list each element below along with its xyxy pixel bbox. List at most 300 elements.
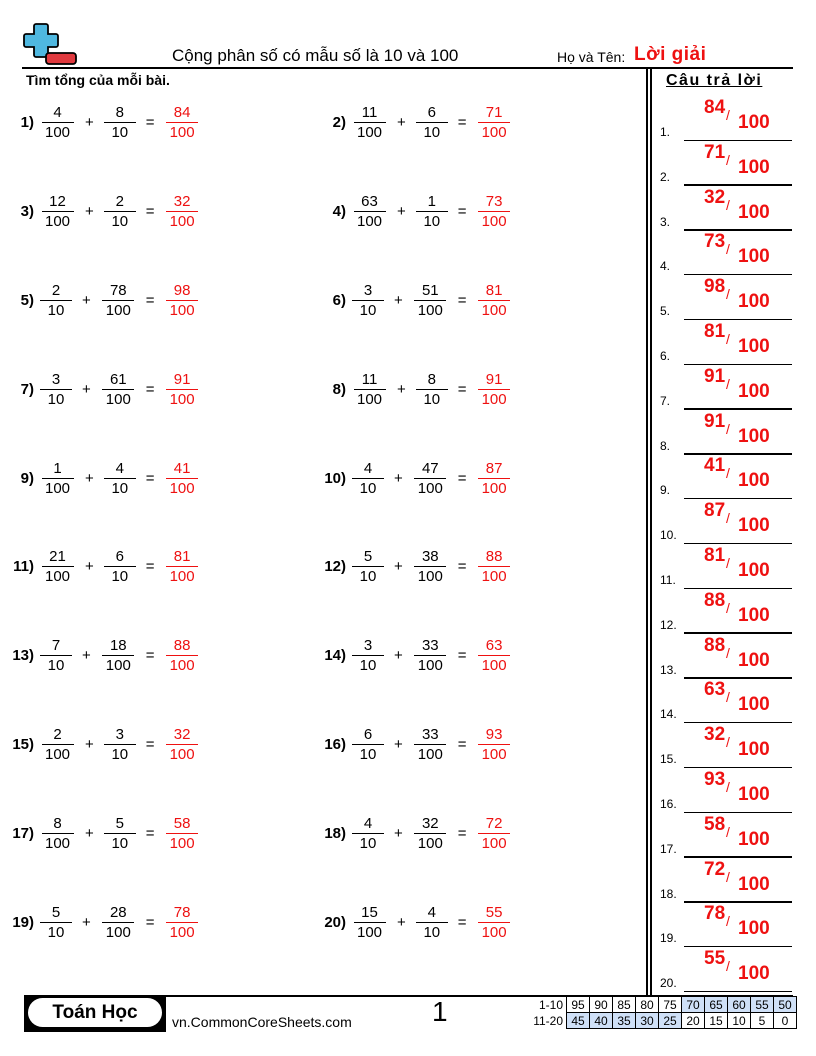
answer-denominator: 100 [738, 201, 770, 223]
answer-fraction [165, 193, 200, 230]
site-url: vn.CommonCoreSheets.com [172, 1014, 352, 1030]
answer-row [660, 142, 792, 186]
answer-denominator: 100 [738, 336, 770, 357]
fraction [104, 460, 136, 497]
answer-line [684, 767, 792, 769]
answer-line [684, 812, 792, 814]
answer-line [684, 184, 792, 186]
answer-index: 20. [660, 976, 677, 991]
fraction [352, 282, 384, 319]
answer-numerator: 81 [704, 321, 726, 342]
numerator: 8 [104, 104, 136, 123]
numerator: 8 [416, 371, 448, 390]
numerator: 84 [166, 104, 198, 123]
fraction [352, 460, 384, 497]
answer-row [660, 455, 792, 499]
problem-number: 5) [20, 291, 34, 309]
score-cell: 55 [751, 997, 774, 1013]
brand-label: Toán Học [28, 998, 162, 1027]
answer-index: 16. [660, 797, 677, 811]
answer-row [660, 769, 792, 813]
answer-fraction [477, 726, 512, 763]
answer-row [660, 545, 792, 589]
numerator: 4 [352, 815, 384, 834]
plus-sign: + [85, 735, 94, 753]
fraction [413, 460, 448, 497]
numerator: 5 [352, 548, 384, 567]
answer-row [660, 948, 792, 992]
score-row [530, 1013, 797, 1029]
fraction [352, 193, 387, 230]
numerator: 32 [166, 193, 198, 212]
score-row [530, 997, 797, 1013]
denominator: 10 [359, 745, 377, 763]
fraction [40, 904, 72, 941]
fraction [40, 726, 75, 763]
answer-fraction [477, 104, 512, 141]
fraction [352, 904, 387, 941]
answer-fraction [165, 815, 200, 852]
numerator: 32 [414, 815, 446, 834]
fraction [413, 548, 448, 585]
answer-fraction [165, 726, 200, 763]
answer-denominator: 100 [738, 963, 770, 985]
answer-index: 5. [660, 304, 671, 319]
numerator: 38 [414, 548, 446, 567]
numerator: 11 [354, 371, 386, 390]
answer-slash: / [726, 868, 730, 885]
numerator: 88 [478, 548, 510, 567]
denominator: 100 [169, 567, 195, 585]
answer-line [684, 140, 792, 142]
fraction [413, 637, 448, 674]
answer-numerator: 32 [704, 724, 726, 746]
numerator: 2 [40, 282, 72, 301]
score-cell: 45 [567, 1013, 590, 1029]
answer-numerator: 87 [704, 500, 726, 522]
answer-fraction [477, 193, 512, 230]
problem-item [0, 367, 200, 411]
denominator: 10 [359, 567, 377, 585]
denominator: 100 [417, 479, 443, 497]
answer-fraction [165, 460, 200, 497]
answer-slash: / [726, 599, 730, 616]
equals-sign: = [145, 557, 155, 575]
numerator: 1 [416, 193, 448, 212]
numerator: 21 [42, 548, 74, 567]
answer-line [684, 632, 792, 634]
fraction [104, 548, 136, 585]
denominator: 10 [111, 123, 129, 141]
score-cell: 35 [613, 1013, 636, 1029]
denominator: 100 [45, 567, 71, 585]
problem-item [0, 900, 200, 944]
answer-fraction [477, 637, 512, 674]
answer-numerator: 81 [704, 545, 726, 566]
numerator: 98 [166, 282, 198, 301]
fraction [352, 371, 387, 408]
problem-item [0, 189, 200, 233]
numerator: 3 [104, 726, 136, 745]
answer-line [684, 408, 792, 410]
numerator: 3 [40, 371, 72, 390]
plus-sign: + [397, 913, 406, 931]
denominator: 10 [111, 479, 129, 497]
denominator: 10 [47, 923, 65, 941]
plus-sign: + [394, 557, 403, 575]
answer-numerator: 41 [704, 455, 726, 477]
fraction [40, 193, 75, 230]
numerator: 8 [42, 815, 74, 834]
denominator: 100 [417, 745, 443, 763]
numerator: 3 [352, 282, 384, 301]
problem-number: 18) [324, 824, 346, 842]
answer-index: 10. [660, 528, 677, 543]
fraction [352, 637, 384, 674]
problem-item [312, 189, 512, 233]
answer-denominator: 100 [738, 604, 770, 626]
denominator: 10 [47, 656, 65, 674]
equals-sign: = [457, 646, 467, 664]
answer-row [660, 231, 792, 275]
denominator: 10 [423, 212, 441, 230]
answer-numerator: 91 [704, 365, 726, 387]
answer-row [660, 903, 792, 947]
plus-sign: + [85, 824, 94, 842]
answer-line [684, 722, 792, 724]
answer-slash: / [726, 107, 730, 123]
equals-sign: = [145, 202, 155, 220]
answer-slash: / [726, 465, 730, 482]
plus-sign: + [82, 380, 91, 398]
answer-fraction [477, 371, 512, 408]
answer-slash: / [726, 555, 730, 571]
denominator: 100 [357, 923, 383, 941]
fraction [416, 371, 448, 408]
answer-denominator: 100 [738, 425, 770, 447]
answer-line [684, 543, 792, 545]
answer-numerator: 58 [704, 813, 726, 835]
numerator: 6 [352, 726, 384, 745]
fraction [40, 637, 72, 674]
plus-sign: + [394, 291, 403, 309]
denominator: 100 [169, 923, 195, 941]
fraction [416, 904, 448, 941]
problem-item [312, 100, 512, 144]
problem-number: 17) [12, 824, 34, 842]
score-cell: 50 [774, 997, 797, 1013]
equals-sign: = [457, 291, 467, 309]
denominator: 10 [111, 834, 129, 852]
header-rule [22, 67, 793, 69]
answer-line [684, 498, 792, 500]
answer-line [684, 453, 792, 455]
answer-fraction [477, 904, 512, 941]
answer-denominator: 100 [738, 918, 770, 940]
answer-line [684, 856, 792, 858]
answer-slash: / [726, 958, 730, 975]
fraction [352, 815, 384, 852]
problem-item [312, 722, 512, 766]
plus-sign: + [394, 735, 403, 753]
answer-row [660, 366, 792, 410]
answer-line [684, 229, 792, 231]
answer-index: 12. [660, 617, 677, 632]
denominator: 100 [105, 390, 131, 408]
answer-denominator: 100 [738, 873, 770, 895]
denominator: 100 [481, 123, 507, 141]
problem-item [0, 722, 200, 766]
numerator: 33 [414, 726, 446, 745]
plus-sign: + [85, 469, 94, 487]
problem-number: 15) [12, 735, 34, 753]
equals-sign: = [457, 824, 467, 842]
numerator: 81 [166, 548, 198, 567]
numerator: 12 [42, 193, 74, 212]
answer-row [660, 500, 792, 544]
fraction [101, 637, 136, 674]
fraction [40, 104, 75, 141]
answer-index: 14. [660, 707, 677, 722]
answer-row [660, 859, 792, 903]
score-range-label: 11-20 [533, 1013, 563, 1028]
problem-number: 20) [324, 913, 346, 931]
problem-number: 11) [13, 557, 34, 575]
numerator: 47 [414, 460, 446, 479]
answer-numerator: 32 [704, 186, 726, 208]
numerator: 88 [166, 637, 198, 656]
score-cell: 40 [590, 1013, 613, 1029]
answer-fraction [477, 548, 512, 585]
denominator: 100 [169, 656, 195, 674]
problem-number: 16) [324, 735, 346, 753]
equals-sign: = [457, 202, 467, 220]
numerator: 3 [352, 637, 384, 656]
answer-line [684, 319, 792, 321]
equals-sign: = [145, 913, 155, 931]
instruction-text: Tìm tổng của mỗi bài. [26, 72, 170, 88]
score-cell: 10 [728, 1013, 751, 1029]
answer-row [660, 724, 792, 768]
answer-slash: / [726, 823, 730, 840]
answer-slash: / [726, 286, 730, 303]
fraction [101, 282, 136, 319]
answer-numerator: 55 [704, 948, 726, 970]
fraction [104, 193, 136, 230]
denominator: 10 [111, 745, 129, 763]
problem-item [0, 633, 200, 677]
problem-item [312, 811, 512, 855]
equals-sign: = [457, 380, 467, 398]
answer-numerator: 73 [704, 231, 726, 253]
fraction [40, 548, 75, 585]
denominator: 10 [359, 834, 377, 852]
problem-number: 1) [20, 113, 34, 131]
answer-row [660, 635, 792, 679]
numerator: 4 [104, 460, 136, 479]
numerator: 18 [102, 637, 134, 656]
problem-item [0, 100, 200, 144]
score-cell: 25 [659, 1013, 682, 1029]
fraction [104, 815, 136, 852]
score-cell: 95 [567, 997, 590, 1013]
answer-fraction [165, 104, 200, 141]
answer-fraction [165, 904, 200, 941]
answer-numerator: 84 [704, 97, 726, 118]
denominator: 100 [357, 123, 383, 141]
numerator: 58 [166, 815, 198, 834]
problem-number: 2) [332, 113, 346, 131]
numerator: 4 [352, 460, 384, 479]
score-cell: 80 [636, 997, 659, 1013]
numerator: 93 [478, 726, 510, 745]
plus-sign: + [82, 646, 91, 664]
problem-item [312, 278, 512, 322]
denominator: 10 [359, 479, 377, 497]
problem-number: 3) [20, 202, 34, 220]
answer-row [660, 187, 792, 231]
page-number: 1 [432, 996, 448, 1027]
denominator: 100 [45, 123, 71, 141]
denominator: 10 [111, 212, 129, 230]
answer-index: 4. [660, 259, 671, 274]
answer-numerator: 98 [704, 276, 726, 298]
name-value: Lời giải [634, 44, 707, 65]
numerator: 7 [40, 637, 72, 656]
equals-sign: = [145, 113, 155, 131]
denominator: 100 [45, 479, 71, 497]
denominator: 100 [481, 390, 507, 408]
score-cell: 85 [613, 997, 636, 1013]
answer-denominator: 100 [738, 694, 770, 716]
answer-numerator: 72 [704, 858, 726, 880]
answer-denominator: 100 [738, 380, 770, 402]
answer-index: 8. [660, 438, 671, 453]
numerator: 91 [478, 371, 510, 390]
fraction [413, 282, 448, 319]
answer-numerator: 78 [704, 903, 726, 925]
problem-number: 8) [332, 380, 346, 398]
fraction [104, 726, 136, 763]
denominator: 100 [481, 479, 507, 497]
equals-sign: = [457, 557, 467, 575]
score-cell: 70 [682, 997, 705, 1013]
answer-slash: / [726, 913, 730, 930]
plus-sign: + [82, 291, 91, 309]
answer-line [684, 901, 792, 903]
numerator: 33 [414, 637, 446, 656]
answer-denominator: 100 [738, 112, 770, 133]
equals-sign: = [145, 291, 155, 309]
numerator: 41 [166, 460, 198, 479]
equals-sign: = [457, 735, 467, 753]
numerator: 71 [478, 104, 510, 123]
equals-sign: = [145, 646, 155, 664]
answer-denominator: 100 [738, 828, 770, 850]
denominator: 100 [169, 390, 195, 408]
fraction [416, 104, 448, 141]
denominator: 100 [481, 834, 507, 852]
answer-column-divider [646, 68, 652, 996]
numerator: 4 [42, 104, 74, 123]
problem-number: 14) [324, 646, 346, 664]
answer-denominator: 100 [738, 291, 770, 313]
fraction [352, 726, 384, 763]
numerator: 6 [416, 104, 448, 123]
score-table [530, 996, 797, 1029]
fraction [40, 815, 75, 852]
answer-index: 3. [660, 214, 671, 229]
equals-sign: = [457, 469, 467, 487]
problem-number: 4) [332, 202, 346, 220]
numerator: 87 [478, 460, 510, 479]
numerator: 78 [166, 904, 198, 923]
equals-sign: = [145, 824, 155, 842]
name-label: Họ và Tên: [557, 49, 626, 65]
answer-numerator: 71 [704, 141, 726, 163]
numerator: 2 [104, 193, 136, 212]
score-cell: 30 [636, 1013, 659, 1029]
denominator: 100 [481, 745, 507, 763]
fraction [413, 815, 448, 852]
answer-row [660, 814, 792, 858]
denominator: 100 [481, 567, 507, 585]
denominator: 100 [417, 567, 443, 585]
denominator: 100 [169, 745, 195, 763]
plus-sign: + [394, 469, 403, 487]
numerator: 55 [478, 904, 510, 923]
score-cell: 60 [728, 997, 751, 1013]
answer-slash: / [726, 420, 730, 437]
denominator: 100 [357, 212, 383, 230]
score-cell: 15 [705, 1013, 728, 1029]
problem-number: 7) [20, 380, 34, 398]
fraction [352, 104, 387, 141]
numerator: 81 [478, 282, 510, 301]
denominator: 100 [169, 212, 195, 230]
fraction [40, 460, 75, 497]
denominator: 100 [169, 479, 195, 497]
answer-slash: / [726, 196, 730, 213]
answer-slash: / [726, 644, 730, 661]
score-cell: 75 [659, 997, 682, 1013]
plus-sign: + [394, 646, 403, 664]
score-cell: 20 [682, 1013, 705, 1029]
numerator: 32 [166, 726, 198, 745]
denominator: 100 [169, 123, 195, 141]
answer-slash: / [726, 375, 730, 392]
denominator: 10 [423, 390, 441, 408]
plus-sign: + [397, 113, 406, 131]
answer-row [660, 97, 792, 141]
denominator: 100 [481, 301, 507, 319]
answer-denominator: 100 [738, 784, 770, 805]
answer-fraction [477, 815, 512, 852]
problem-item [0, 544, 200, 588]
answer-fraction [165, 371, 200, 408]
denominator: 100 [169, 301, 195, 319]
denominator: 10 [423, 123, 441, 141]
plus-minus-logo-icon [22, 22, 80, 68]
problem-number: 10) [324, 469, 346, 487]
denominator: 10 [47, 301, 65, 319]
numerator: 63 [354, 193, 386, 212]
answer-slash: / [726, 734, 730, 751]
score-cell: 90 [590, 997, 613, 1013]
answer-line [684, 364, 792, 366]
numerator: 91 [166, 371, 198, 390]
answer-denominator: 100 [738, 649, 770, 671]
